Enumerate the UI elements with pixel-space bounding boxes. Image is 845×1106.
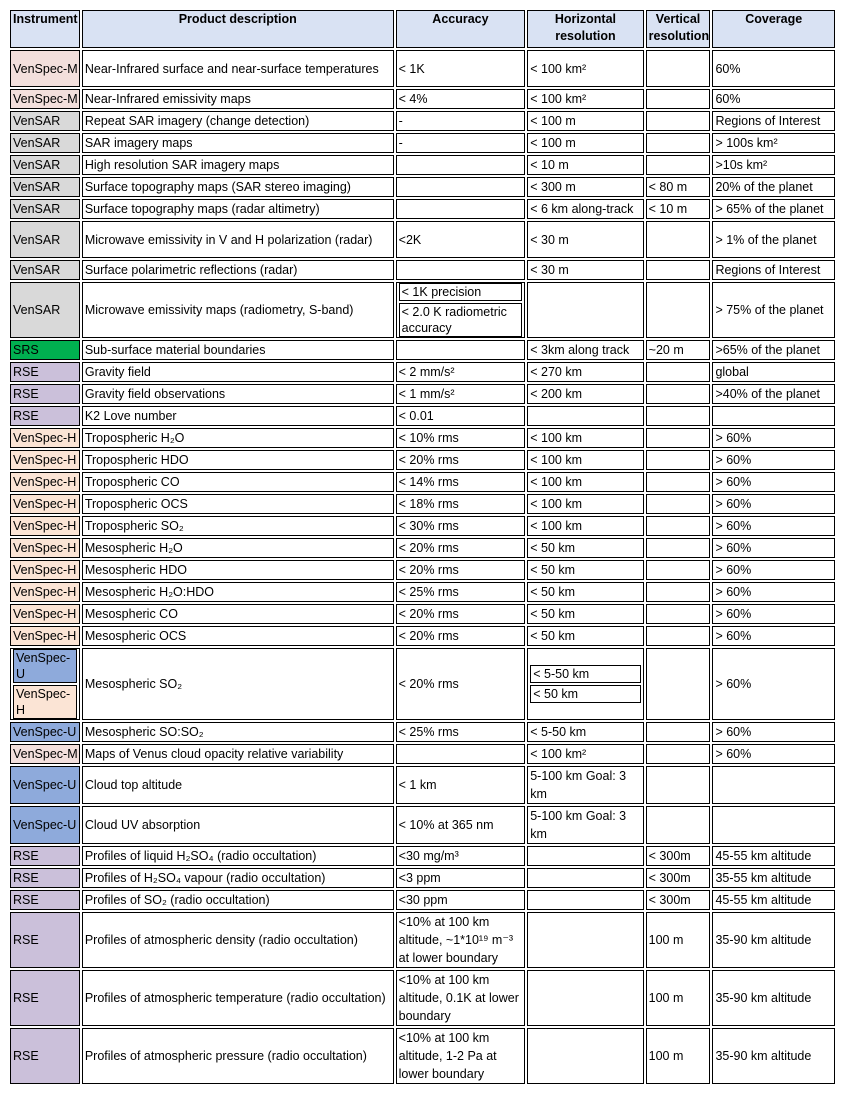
coverage-cell: > 100s km² <box>712 133 835 153</box>
table-row <box>10 868 835 888</box>
horizontal-resolution-cell <box>527 406 643 426</box>
horizontal-resolution-cell <box>527 648 643 720</box>
product-cell: Cloud top altitude <box>82 766 394 804</box>
product-cell: High resolution SAR imagery maps <box>82 155 394 175</box>
instrument-cell: VenSAR <box>10 133 80 153</box>
product-cell: Mesospheric H₂O <box>82 538 394 558</box>
accuracy-cell: < 4% <box>396 89 526 109</box>
coverage-cell: 35-90 km altitude <box>712 912 835 968</box>
product-cell: Mesospheric SO₂ <box>82 648 394 720</box>
accuracy-cell: < 1 km <box>396 766 526 804</box>
instrument-cell: VenSpec-H <box>10 626 80 646</box>
instrument-cell: VenSAR <box>10 260 80 280</box>
vertical-resolution-cell <box>646 221 711 258</box>
horizontal-resolution-cell: < 50 km <box>527 538 643 558</box>
horizontal-resolution-cell: < 6 km along-track <box>527 199 643 219</box>
vertical-resolution-cell <box>646 260 711 280</box>
table-row <box>10 806 835 844</box>
horizontal-resolution-cell: < 5-50 km <box>527 722 643 742</box>
horizontal-resolution-cell: < 50 km <box>527 604 643 624</box>
accuracy-cell: < 25% rms <box>396 582 526 602</box>
vertical-resolution-cell: 100 m <box>646 912 711 968</box>
accuracy-cell <box>396 744 526 764</box>
accuracy-cell: < 14% rms <box>396 472 526 492</box>
coverage-cell: > 60% <box>712 604 835 624</box>
vertical-resolution-cell <box>646 744 711 764</box>
vertical-resolution-cell <box>646 89 711 109</box>
horizontal-resolution-cell <box>527 890 643 910</box>
product-cell: Gravity field observations <box>82 384 394 404</box>
vertical-resolution-cell: 100 m <box>646 970 711 1026</box>
accuracy-cell: < 20% rms <box>396 450 526 470</box>
product-cell: Tropospheric OCS <box>82 494 394 514</box>
instrument-cell <box>10 648 80 720</box>
coverage-cell: > 60% <box>712 538 835 558</box>
instrument-cell-part-2: VenSpec-H <box>13 685 77 719</box>
header-product: Product description <box>82 10 394 48</box>
accuracy-cell: < 20% rms <box>396 648 526 720</box>
accuracy-cell: <10% at 100 km altitude, ~1*10¹⁹ m⁻³ at lower boundary <box>396 912 526 968</box>
coverage-cell <box>712 406 835 426</box>
accuracy-cell: < 20% rms <box>396 604 526 624</box>
instrument-cell: RSE <box>10 406 80 426</box>
instrument-cell: VenSpec-U <box>10 806 80 844</box>
instrument-cell: VenSpec-M <box>10 89 80 109</box>
horizontal-resolution-cell: < 30 m <box>527 260 643 280</box>
horizontal-resolution-cell: < 100 km <box>527 494 643 514</box>
product-cell: Mesospheric CO <box>82 604 394 624</box>
table-row <box>10 582 835 602</box>
coverage-cell: 35-90 km altitude <box>712 1028 835 1084</box>
vertical-resolution-cell <box>646 582 711 602</box>
product-cell: Near-Infrared emissivity maps <box>82 89 394 109</box>
horizontal-resolution-cell: < 3km along track <box>527 340 643 360</box>
instrument-cell: RSE <box>10 384 80 404</box>
horizontal-resolution-cell: < 50 km <box>527 582 643 602</box>
horizontal-resolution-cell: < 200 km <box>527 384 643 404</box>
coverage-cell: > 75% of the planet <box>712 282 835 338</box>
table-wrapper <box>8 8 837 1086</box>
accuracy-cell: <30 ppm <box>396 890 526 910</box>
table-row <box>10 199 835 219</box>
coverage-cell: > 60% <box>712 428 835 448</box>
vertical-resolution-cell <box>646 50 711 87</box>
table-row <box>10 89 835 109</box>
accuracy-cell: < 10% at 365 nm <box>396 806 526 844</box>
accuracy-cell: <3 ppm <box>396 868 526 888</box>
horizontal-resolution-cell-part-1: < 5-50 km <box>530 665 640 683</box>
vertical-resolution-cell: < 300m <box>646 846 711 866</box>
coverage-cell: Regions of Interest <box>712 260 835 280</box>
vertical-resolution-cell <box>646 538 711 558</box>
coverage-cell: > 60% <box>712 648 835 720</box>
horizontal-resolution-cell: < 10 m <box>527 155 643 175</box>
accuracy-cell: < 20% rms <box>396 626 526 646</box>
coverage-cell: > 60% <box>712 626 835 646</box>
instrument-cell: VenSpec-H <box>10 604 80 624</box>
table-row <box>10 766 835 804</box>
instrument-cell: VenSAR <box>10 282 80 338</box>
product-cell: SAR imagery maps <box>82 133 394 153</box>
product-cell: Tropospheric HDO <box>82 450 394 470</box>
instrument-cell: RSE <box>10 890 80 910</box>
accuracy-cell: - <box>396 111 526 131</box>
product-cell: Near-Infrared surface and near-surface temperatures <box>82 50 394 87</box>
coverage-cell: >65% of the planet <box>712 340 835 360</box>
horizontal-resolution-cell <box>527 868 643 888</box>
accuracy-cell: < 2 mm/s² <box>396 362 526 382</box>
coverage-cell: > 65% of the planet <box>712 199 835 219</box>
instrument-cell: VenSpec-U <box>10 766 80 804</box>
instrument-cell: VenSAR <box>10 177 80 197</box>
horizontal-resolution-cell: < 100 km <box>527 428 643 448</box>
table-body <box>10 50 835 1084</box>
product-cell: Profiles of atmospheric density (radio occultation) <box>82 912 394 968</box>
product-cell: K2 Love number <box>82 406 394 426</box>
instrument-cell: VenSpec-H <box>10 560 80 580</box>
coverage-cell: 45-55 km altitude <box>712 846 835 866</box>
vertical-resolution-cell: ~20 m <box>646 340 711 360</box>
vertical-resolution-cell <box>646 133 711 153</box>
header-vertical-resolution: Vertical resolution <box>646 10 711 48</box>
vertical-resolution-cell <box>646 648 711 720</box>
product-cell: Surface topography maps (radar altimetry) <box>82 199 394 219</box>
header-row <box>10 10 835 48</box>
vertical-resolution-cell <box>646 450 711 470</box>
horizontal-resolution-cell: 5-100 km Goal: 3 km <box>527 806 643 844</box>
accuracy-cell-part-1: < 1K precision <box>399 283 523 301</box>
product-cell: Mesospheric HDO <box>82 560 394 580</box>
accuracy-cell: <10% at 100 km altitude, 0.1K at lower boundary <box>396 970 526 1026</box>
instrument-cell: VenSAR <box>10 155 80 175</box>
table-row <box>10 744 835 764</box>
product-cell: Mesospheric OCS <box>82 626 394 646</box>
horizontal-resolution-cell <box>527 846 643 866</box>
accuracy-cell: < 1 mm/s² <box>396 384 526 404</box>
instrument-cell: VenSpec-H <box>10 450 80 470</box>
vertical-resolution-cell: < 300m <box>646 890 711 910</box>
product-cell: Surface polarimetric reflections (radar) <box>82 260 394 280</box>
accuracy-cell: < 30% rms <box>396 516 526 536</box>
table-row <box>10 722 835 742</box>
coverage-cell: > 60% <box>712 494 835 514</box>
vertical-resolution-cell <box>646 516 711 536</box>
product-cell: Profiles of atmospheric pressure (radio occultation) <box>82 1028 394 1084</box>
horizontal-resolution-cell: < 50 km <box>527 626 643 646</box>
horizontal-resolution-cell: < 100 km <box>527 516 643 536</box>
accuracy-cell <box>396 177 526 197</box>
coverage-cell: 60% <box>712 50 835 87</box>
vertical-resolution-cell <box>646 406 711 426</box>
horizontal-resolution-cell: < 300 m <box>527 177 643 197</box>
product-cell: Tropospheric H₂O <box>82 428 394 448</box>
table-row <box>10 260 835 280</box>
instrument-cell: VenSpec-M <box>10 50 80 87</box>
instrument-cell: VenSpec-H <box>10 472 80 492</box>
coverage-cell: global <box>712 362 835 382</box>
instrument-cell: VenSpec-H <box>10 582 80 602</box>
instrument-cell: RSE <box>10 868 80 888</box>
coverage-cell: Regions of Interest <box>712 111 835 131</box>
product-cell: Tropospheric CO <box>82 472 394 492</box>
coverage-cell: > 60% <box>712 560 835 580</box>
table-row <box>10 362 835 382</box>
table-row <box>10 177 835 197</box>
coverage-cell: 45-55 km altitude <box>712 890 835 910</box>
vertical-resolution-cell <box>646 604 711 624</box>
product-cell: Profiles of SO₂ (radio occultation) <box>82 890 394 910</box>
table-row <box>10 604 835 624</box>
horizontal-resolution-cell-part-2: < 50 km <box>530 685 640 703</box>
product-cell: Sub-surface material boundaries <box>82 340 394 360</box>
table-row <box>10 282 835 338</box>
accuracy-cell: < 18% rms <box>396 494 526 514</box>
header-instrument: Instrument <box>10 10 80 48</box>
table-row <box>10 538 835 558</box>
product-cell: Profiles of atmospheric temperature (radio occultation) <box>82 970 394 1026</box>
horizontal-resolution-cell: < 100 km <box>527 472 643 492</box>
coverage-cell: 35-55 km altitude <box>712 868 835 888</box>
table-row <box>10 155 835 175</box>
header-coverage: Coverage <box>712 10 835 48</box>
header-accuracy: Accuracy <box>396 10 526 48</box>
product-cell: Microwave emissivity maps (radiometry, S-band) <box>82 282 394 338</box>
instrument-cell: RSE <box>10 1028 80 1084</box>
coverage-cell: 35-90 km altitude <box>712 970 835 1026</box>
coverage-cell: > 60% <box>712 450 835 470</box>
instrument-cell-part-1: VenSpec-U <box>13 649 77 683</box>
horizontal-resolution-cell <box>527 282 643 338</box>
product-cell: Repeat SAR imagery (change detection) <box>82 111 394 131</box>
accuracy-cell: < 0.01 <box>396 406 526 426</box>
product-cell: Tropospheric SO₂ <box>82 516 394 536</box>
product-cell: Microwave emissivity in V and H polarization (radar) <box>82 221 394 258</box>
horizontal-resolution-cell: < 50 km <box>527 560 643 580</box>
product-cell: Maps of Venus cloud opacity relative variability <box>82 744 394 764</box>
vertical-resolution-cell <box>646 384 711 404</box>
table-row <box>10 626 835 646</box>
table-row <box>10 450 835 470</box>
horizontal-resolution-cell: < 100 m <box>527 133 643 153</box>
vertical-resolution-cell <box>646 155 711 175</box>
table-row <box>10 428 835 448</box>
table-row <box>10 970 835 1026</box>
table-row <box>10 472 835 492</box>
instrument-cell: RSE <box>10 846 80 866</box>
vertical-resolution-cell <box>646 722 711 742</box>
table-row <box>10 340 835 360</box>
header-horizontal-resolution: Horizontal resolution <box>527 10 643 48</box>
instrument-cell: VenSpec-M <box>10 744 80 764</box>
product-cell: Mesospheric H₂O:HDO <box>82 582 394 602</box>
table-row <box>10 846 835 866</box>
vertical-resolution-cell <box>646 626 711 646</box>
horizontal-resolution-cell: < 100 km <box>527 450 643 470</box>
instrument-cell: VenSpec-H <box>10 428 80 448</box>
table-row <box>10 50 835 87</box>
accuracy-cell: < 25% rms <box>396 722 526 742</box>
table-row <box>10 560 835 580</box>
coverage-cell: > 60% <box>712 722 835 742</box>
table-row <box>10 494 835 514</box>
table-row <box>10 890 835 910</box>
vertical-resolution-cell <box>646 472 711 492</box>
vertical-resolution-cell <box>646 111 711 131</box>
accuracy-cell: <30 mg/m³ <box>396 846 526 866</box>
coverage-cell: > 60% <box>712 744 835 764</box>
instrument-cell: VenSAR <box>10 199 80 219</box>
table-row <box>10 648 835 720</box>
accuracy-cell <box>396 199 526 219</box>
coverage-cell: >10s km² <box>712 155 835 175</box>
horizontal-resolution-cell <box>527 912 643 968</box>
table-row <box>10 133 835 153</box>
vertical-resolution-cell <box>646 766 711 804</box>
horizontal-resolution-cell <box>527 970 643 1026</box>
table-row <box>10 406 835 426</box>
accuracy-cell: < 10% rms <box>396 428 526 448</box>
accuracy-cell: < 20% rms <box>396 538 526 558</box>
accuracy-cell <box>396 282 526 338</box>
accuracy-cell <box>396 340 526 360</box>
coverage-cell: 60% <box>712 89 835 109</box>
instrument-cell: SRS <box>10 340 80 360</box>
accuracy-cell: - <box>396 133 526 153</box>
product-cell: Surface topography maps (SAR stereo imaging) <box>82 177 394 197</box>
accuracy-cell-part-2: < 2.0 K radiometric accuracy <box>399 303 523 337</box>
table-row <box>10 516 835 536</box>
horizontal-resolution-cell: < 100 km² <box>527 89 643 109</box>
vertical-resolution-cell: < 10 m <box>646 199 711 219</box>
horizontal-resolution-cell: 5-100 km Goal: 3 km <box>527 766 643 804</box>
coverage-cell <box>712 766 835 804</box>
instrument-cell: RSE <box>10 970 80 1026</box>
product-cell: Mesospheric SO:SO₂ <box>82 722 394 742</box>
instrument-cell: VenSAR <box>10 111 80 131</box>
coverage-cell: > 60% <box>712 582 835 602</box>
instrument-cell: VenSpec-U <box>10 722 80 742</box>
vertical-resolution-cell <box>646 362 711 382</box>
horizontal-resolution-cell: < 30 m <box>527 221 643 258</box>
vertical-resolution-cell <box>646 560 711 580</box>
horizontal-resolution-cell <box>527 1028 643 1084</box>
data-products-table <box>8 8 837 1086</box>
coverage-cell: > 60% <box>712 516 835 536</box>
accuracy-cell: <10% at 100 km altitude, 1-2 Pa at lower boundary <box>396 1028 526 1084</box>
vertical-resolution-cell: < 300m <box>646 868 711 888</box>
accuracy-cell <box>396 260 526 280</box>
instrument-cell: VenSpec-H <box>10 494 80 514</box>
vertical-resolution-cell: 100 m <box>646 1028 711 1084</box>
accuracy-cell: <2K <box>396 221 526 258</box>
coverage-cell: 20% of the planet <box>712 177 835 197</box>
vertical-resolution-cell <box>646 494 711 514</box>
horizontal-resolution-cell: < 270 km <box>527 362 643 382</box>
product-cell: Gravity field <box>82 362 394 382</box>
vertical-resolution-cell <box>646 282 711 338</box>
table-row <box>10 384 835 404</box>
coverage-cell: > 60% <box>712 472 835 492</box>
horizontal-resolution-cell: < 100 m <box>527 111 643 131</box>
table-row <box>10 1028 835 1084</box>
table-row <box>10 221 835 258</box>
coverage-cell: >40% of the planet <box>712 384 835 404</box>
instrument-cell: RSE <box>10 362 80 382</box>
horizontal-resolution-cell: < 100 km² <box>527 744 643 764</box>
instrument-cell: RSE <box>10 912 80 968</box>
instrument-cell: VenSAR <box>10 221 80 258</box>
table-row <box>10 912 835 968</box>
table-row <box>10 111 835 131</box>
horizontal-resolution-cell: < 100 km² <box>527 50 643 87</box>
vertical-resolution-cell <box>646 428 711 448</box>
vertical-resolution-cell <box>646 806 711 844</box>
accuracy-cell: < 20% rms <box>396 560 526 580</box>
coverage-cell: > 1% of the planet <box>712 221 835 258</box>
instrument-cell: VenSpec-H <box>10 516 80 536</box>
product-cell: Profiles of H₂SO₄ vapour (radio occultation) <box>82 868 394 888</box>
coverage-cell <box>712 806 835 844</box>
accuracy-cell: < 1K <box>396 50 526 87</box>
product-cell: Profiles of liquid H₂SO₄ (radio occultation) <box>82 846 394 866</box>
accuracy-cell <box>396 155 526 175</box>
instrument-cell: VenSpec-H <box>10 538 80 558</box>
product-cell: Cloud UV absorption <box>82 806 394 844</box>
vertical-resolution-cell: < 80 m <box>646 177 711 197</box>
